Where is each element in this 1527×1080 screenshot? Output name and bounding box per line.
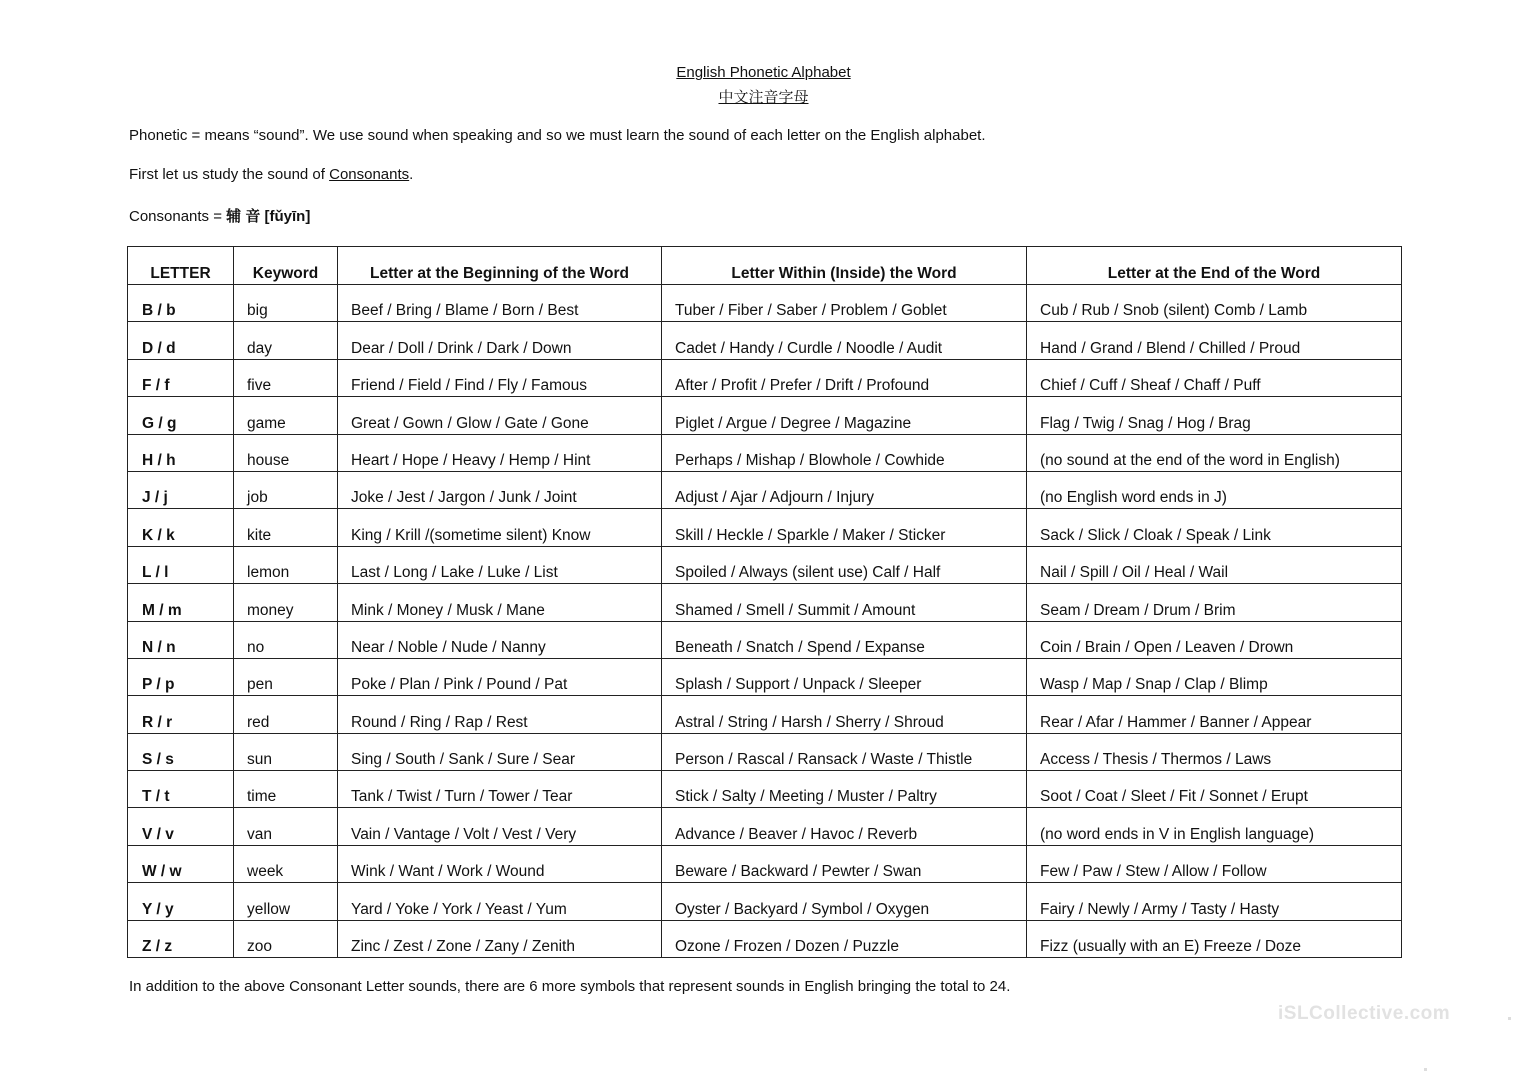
- table-row: [128, 696, 1402, 733]
- cell-letter: K / k: [128, 509, 234, 546]
- cell-beginning: Vain / Vantage / Volt / Vest / Very: [338, 808, 662, 845]
- cell-end: Coin / Brain / Open / Leaven / Drown: [1027, 621, 1402, 658]
- header-letter: LETTER: [128, 247, 234, 285]
- cell-end: Soot / Coat / Sleet / Fit / Sonnet / Erupt: [1027, 771, 1402, 808]
- cell-within: Tuber / Fiber / Saber / Problem / Goblet: [662, 285, 1027, 322]
- cell-letter: W / w: [128, 845, 234, 882]
- cell-end: Cub / Rub / Snob (silent) Comb / Lamb: [1027, 285, 1402, 322]
- cell-beginning: Sing / South / Sank / Sure / Sear: [338, 733, 662, 770]
- study-prefix: First let us study the sound of: [129, 166, 330, 183]
- cell-keyword: sun: [234, 733, 338, 770]
- table-row: [128, 434, 1402, 471]
- table-row: [128, 883, 1402, 920]
- table-row: [128, 285, 1402, 322]
- cell-beginning: Mink / Money / Musk / Mane: [338, 584, 662, 621]
- cell-end: Fairy / Newly / Army / Tasty / Hasty: [1027, 883, 1402, 920]
- intro-paragraph: Phonetic = means “sound”. We use sound when speaking and so we must learn the sound of each letter on the English alphabet.: [129, 127, 986, 144]
- cell-within: Oyster / Backyard / Symbol / Oxygen: [662, 883, 1027, 920]
- cell-beginning: Heart / Hope / Heavy / Hemp / Hint: [338, 434, 662, 471]
- header-keyword: Keyword: [234, 247, 338, 285]
- cell-within: Piglet / Argue / Degree / Magazine: [662, 397, 1027, 434]
- cell-within: Beneath / Snatch / Spend / Expanse: [662, 621, 1027, 658]
- cell-within: After / Profit / Prefer / Drift / Profound: [662, 359, 1027, 396]
- cell-keyword: big: [234, 285, 338, 322]
- table-row: [128, 621, 1402, 658]
- cell-keyword: time: [234, 771, 338, 808]
- cell-keyword: day: [234, 322, 338, 359]
- table-row: [128, 808, 1402, 845]
- cell-letter: N / n: [128, 621, 234, 658]
- cell-keyword: zoo: [234, 920, 338, 957]
- header-beginning: Letter at the Beginning of the Word: [338, 247, 662, 285]
- table-header-row: [128, 247, 1402, 285]
- cell-letter: P / p: [128, 658, 234, 695]
- cell-letter: J / j: [128, 471, 234, 508]
- table-row: [128, 733, 1402, 770]
- cell-keyword: lemon: [234, 546, 338, 583]
- header-end: Letter at the End of the Word: [1027, 247, 1402, 285]
- cell-keyword: house: [234, 434, 338, 471]
- document-subtitle: 中文注音字母: [718, 88, 809, 106]
- cell-end: Access / Thesis / Thermos / Laws: [1027, 733, 1402, 770]
- cell-within: Advance / Beaver / Havoc / Reverb: [662, 808, 1027, 845]
- cell-within: Shamed / Smell / Summit / Amount: [662, 584, 1027, 621]
- cell-within: Splash / Support / Unpack / Sleeper: [662, 658, 1027, 695]
- consonants-prefix: Consonants =: [129, 208, 227, 225]
- cell-within: Cadet / Handy / Curdle / Noodle / Audit: [662, 322, 1027, 359]
- cell-keyword: no: [234, 621, 338, 658]
- cell-end: Few / Paw / Stew / Allow / Follow: [1027, 845, 1402, 882]
- consonants-definition: [129, 205, 310, 226]
- cell-beginning: Friend / Field / Find / Fly / Famous: [338, 359, 662, 396]
- cell-end: Wasp / Map / Snap / Clap / Blimp: [1027, 658, 1402, 695]
- cell-end: Sack / Slick / Cloak / Speak / Link: [1027, 509, 1402, 546]
- cell-beginning: Joke / Jest / Jargon / Junk / Joint: [338, 471, 662, 508]
- cell-beginning: Last / Long / Lake / Luke / List: [338, 546, 662, 583]
- table-row: [128, 845, 1402, 882]
- cell-end: Chief / Cuff / Sheaf / Chaff / Puff: [1027, 359, 1402, 396]
- cell-keyword: money: [234, 584, 338, 621]
- table-row: [128, 920, 1402, 957]
- cell-letter: G / g: [128, 397, 234, 434]
- table-row: [128, 359, 1402, 396]
- cell-letter: D / d: [128, 322, 234, 359]
- table-row: [128, 397, 1402, 434]
- table-row: [128, 322, 1402, 359]
- cell-beginning: Wink / Want / Work / Wound: [338, 845, 662, 882]
- document-title: English Phonetic Alphabet: [676, 64, 851, 81]
- cell-end: (no word ends in V in English language): [1027, 808, 1402, 845]
- cell-within: Spoiled / Always (silent use) Calf / Half: [662, 546, 1027, 583]
- cell-keyword: five: [234, 359, 338, 396]
- consonants-link-text: Consonants: [329, 166, 410, 183]
- cell-letter: Z / z: [128, 920, 234, 957]
- cell-letter: R / r: [128, 696, 234, 733]
- watermark-logo: iSLCollective.com: [1278, 1003, 1451, 1024]
- cell-within: Beware / Backward / Pewter / Swan: [662, 845, 1027, 882]
- study-paragraph: [129, 166, 413, 183]
- cell-within: Perhaps / Mishap / Blowhole / Cowhide: [662, 434, 1027, 471]
- cell-end: (no sound at the end of the word in English): [1027, 434, 1402, 471]
- cell-beginning: Yard / Yoke / York / Yeast / Yum: [338, 883, 662, 920]
- cell-within: Skill / Heckle / Sparkle / Maker / Sticker: [662, 509, 1027, 546]
- cell-letter: F / f: [128, 359, 234, 396]
- cell-end: Rear / Afar / Hammer / Banner / Appear: [1027, 696, 1402, 733]
- cell-letter: B / b: [128, 285, 234, 322]
- decorative-dot: [1424, 1068, 1427, 1071]
- cell-end: Nail / Spill / Oil / Heal / Wail: [1027, 546, 1402, 583]
- cell-within: Stick / Salty / Meeting / Muster / Paltry: [662, 771, 1027, 808]
- table-row: [128, 546, 1402, 583]
- cell-letter: H / h: [128, 434, 234, 471]
- cell-letter: T / t: [128, 771, 234, 808]
- cell-end: (no English word ends in J): [1027, 471, 1402, 508]
- cell-beginning: King / Krill /(sometime silent) Know: [338, 509, 662, 546]
- cell-end: Hand / Grand / Blend / Chilled / Proud: [1027, 322, 1402, 359]
- cell-keyword: yellow: [234, 883, 338, 920]
- cell-within: Astral / String / Harsh / Sherry / Shroud: [662, 696, 1027, 733]
- cell-beginning: Near / Noble / Nude / Nanny: [338, 621, 662, 658]
- cell-beginning: Poke / Plan / Pink / Pound / Pat: [338, 658, 662, 695]
- cell-keyword: red: [234, 696, 338, 733]
- cell-keyword: week: [234, 845, 338, 882]
- cell-within: Adjust / Ajar / Adjourn / Injury: [662, 471, 1027, 508]
- table-body: [128, 285, 1402, 958]
- cell-beginning: Dear / Doll / Drink / Dark / Down: [338, 322, 662, 359]
- cell-keyword: kite: [234, 509, 338, 546]
- cell-beginning: Zinc / Zest / Zone / Zany / Zenith: [338, 920, 662, 957]
- cell-beginning: Tank / Twist / Turn / Tower / Tear: [338, 771, 662, 808]
- table-row: [128, 471, 1402, 508]
- cell-within: Person / Rascal / Ransack / Waste / Thistle: [662, 733, 1027, 770]
- table-row: [128, 658, 1402, 695]
- cell-beginning: Round / Ring / Rap / Rest: [338, 696, 662, 733]
- cell-keyword: pen: [234, 658, 338, 695]
- cell-within: Ozone / Frozen / Dozen / Puzzle: [662, 920, 1027, 957]
- consonants-chinese: 辅 音 [fǔyīn]: [226, 208, 311, 225]
- table-row: [128, 509, 1402, 546]
- cell-letter: V / v: [128, 808, 234, 845]
- decorative-dot: [1508, 1017, 1511, 1020]
- cell-beginning: Great / Gown / Glow / Gate / Gone: [338, 397, 662, 434]
- footer-note: In addition to the above Consonant Letter sounds, there are 6 more symbols that represent sounds in English bringing the total to 24.: [129, 978, 1011, 995]
- cell-end: Seam / Dream / Drum / Brim: [1027, 584, 1402, 621]
- header-within: Letter Within (Inside) the Word: [662, 247, 1027, 285]
- consonant-table: [127, 246, 1402, 958]
- cell-letter: M / m: [128, 584, 234, 621]
- cell-letter: Y / y: [128, 883, 234, 920]
- cell-keyword: job: [234, 471, 338, 508]
- cell-end: Flag / Twig / Snag / Hog / Brag: [1027, 397, 1402, 434]
- cell-keyword: van: [234, 808, 338, 845]
- cell-beginning: Beef / Bring / Blame / Born / Best: [338, 285, 662, 322]
- table-row: [128, 771, 1402, 808]
- cell-end: Fizz (usually with an E) Freeze / Doze: [1027, 920, 1402, 957]
- cell-letter: L / l: [128, 546, 234, 583]
- cell-letter: S / s: [128, 733, 234, 770]
- cell-keyword: game: [234, 397, 338, 434]
- study-suffix: .: [409, 166, 414, 183]
- table-row: [128, 584, 1402, 621]
